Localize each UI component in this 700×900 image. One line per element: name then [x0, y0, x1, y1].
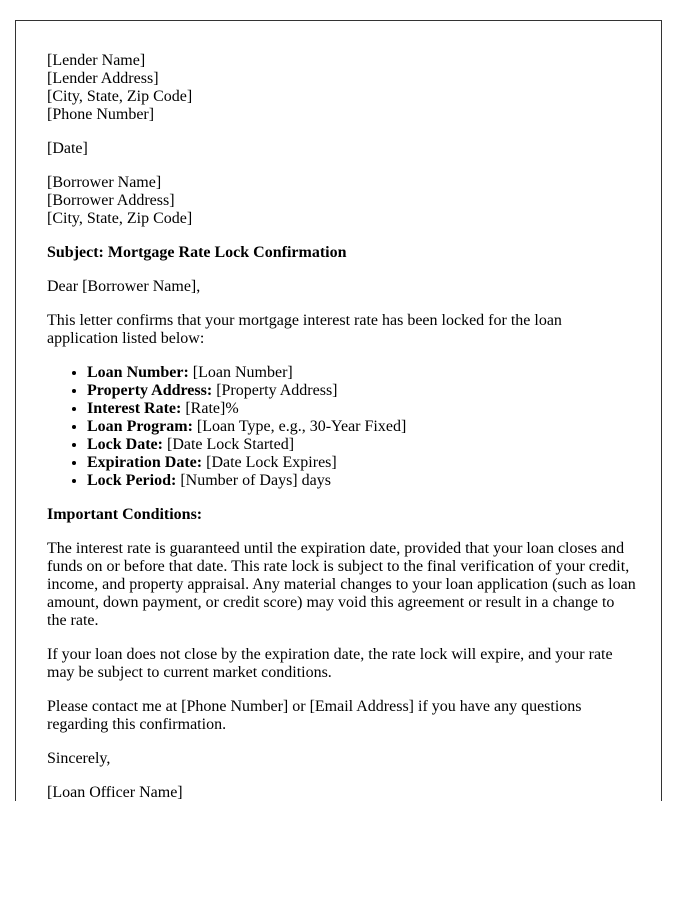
detail-label: Interest Rate: [87, 400, 182, 417]
detail-value: [Loan Type, e.g., 30-Year Fixed] [196, 418, 407, 435]
detail-item-lock-period [87, 472, 636, 490]
lender-address: [Lender Address] [47, 70, 159, 87]
detail-label: Lock Date: [87, 436, 163, 453]
contact-paragraph: Please contact me at [Phone Number] or [Email Address] if you have any questions regarding this confirmation. [47, 698, 582, 733]
recipient-address-block [47, 174, 636, 228]
letter-container [15, 20, 662, 801]
detail-value: [Loan Number] [192, 364, 293, 381]
intro-paragraph: This letter confirms that your mortgage interest rate has been locked for the loan application listed below: [47, 312, 562, 347]
detail-item-loan-number [87, 364, 636, 382]
conditions-heading: Important Conditions: [47, 506, 203, 523]
subject-line: Subject: Mortgage Rate Lock Confirmation [47, 244, 347, 261]
salutation: Dear [Borrower Name], [47, 278, 201, 295]
detail-value: [Rate]% [185, 400, 239, 417]
lender-name: [Lender Name] [47, 52, 146, 69]
detail-item-lock-date [87, 436, 636, 454]
detail-value: [Property Address] [216, 382, 338, 399]
detail-value: [Date Lock Expires] [206, 454, 337, 471]
detail-label: Lock Period: [87, 472, 177, 489]
detail-item-interest-rate [87, 400, 636, 418]
detail-item-property-address [87, 382, 636, 400]
date-line: [Date] [47, 140, 88, 157]
borrower-city-state-zip: [City, State, Zip Code] [47, 210, 193, 227]
lender-city-state-zip: [City, State, Zip Code] [47, 88, 193, 105]
detail-value: [Number of Days] days [180, 472, 331, 489]
signature-name: [Loan Officer Name] [47, 784, 183, 801]
detail-label: Loan Number: [87, 364, 189, 381]
conditions-paragraph: The interest rate is guaranteed until the expiration date, provided that your loan closes and funds on or before that date. This rate lock is subject to the final verification of your credit, income, and property appraisal. Any material changes to your loan application (such as loan amount, down payment, or credit score) may void this agreement or result in a change to the rate. [47, 540, 636, 629]
detail-value: [Date Lock Started] [166, 436, 295, 453]
loan-details-list [47, 364, 636, 490]
detail-item-loan-program [87, 418, 636, 436]
detail-item-expiration-date [87, 454, 636, 472]
closing: Sincerely, [47, 750, 111, 767]
borrower-name: [Borrower Name] [47, 174, 162, 191]
expiration-paragraph: If your loan does not close by the expiration date, the rate lock will expire, and your rate may be subject to current market conditions. [47, 646, 613, 681]
lender-phone: [Phone Number] [47, 106, 155, 123]
borrower-address: [Borrower Address] [47, 192, 175, 209]
sender-address-block [47, 52, 636, 124]
detail-label: Loan Program: [87, 418, 193, 435]
detail-label: Expiration Date: [87, 454, 203, 471]
detail-label: Property Address: [87, 382, 213, 399]
